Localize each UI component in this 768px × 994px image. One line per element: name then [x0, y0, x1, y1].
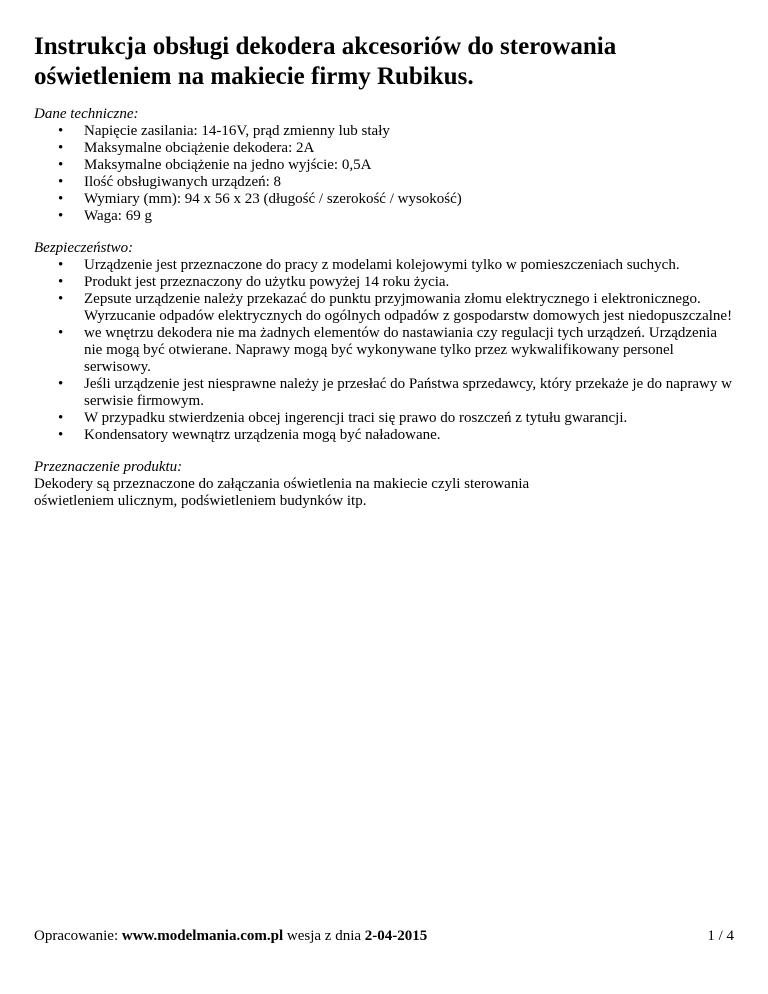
technical-heading: Dane techniczne: [34, 106, 139, 122]
footer-date: 2-04-2015 [364, 928, 428, 944]
list-item: • Kondensatory wewnątrz urządzenia mogą być naładowane. [58, 427, 441, 443]
bullet-icon: • [58, 410, 64, 426]
bullet-icon: • [58, 174, 64, 190]
bullet-icon: • [58, 376, 64, 392]
document-page [34, 32, 734, 510]
bullet-icon: • [58, 291, 64, 307]
bullet-icon: • [58, 427, 64, 443]
purpose-text [34, 476, 734, 510]
list-item: • Waga: 69 g [58, 208, 152, 224]
page-title [34, 32, 734, 92]
footer-website: www.modelmania.com.pl [121, 928, 284, 944]
list-item: • Urządzenie jest przeznaczone do pracy z modelami kolejowymi tylko w pomieszczeniach suchych. [58, 257, 680, 273]
footer-credits [34, 928, 427, 945]
safety-section [34, 240, 734, 444]
bullet-icon: • [58, 157, 64, 173]
purpose-section [34, 459, 734, 510]
list-item: • Wymiary (mm): 94 x 56 x 23 (długość / szerokość / wysokość) [58, 191, 462, 207]
page-footer [34, 928, 734, 945]
purpose-heading: Przeznaczenie produktu: [34, 459, 183, 475]
document-title [34, 32, 734, 92]
footer-prefix: Opracowanie: [34, 928, 119, 944]
page-number: 1 / 4 [707, 928, 734, 944]
list-item: • W przypadku stwierdzenia obcej ingerencji traci się prawo do roszczeń z tytułu gwarancji. [58, 410, 628, 426]
list-item: • Maksymalne obciążenie na jedno wyjście: 0,5A [58, 157, 372, 173]
footer-middle: wesja z dnia [286, 928, 362, 944]
purpose-line-2: oświetleniem ulicznym, podświetleniem budynków itp. [34, 493, 367, 509]
bullet-icon: • [58, 325, 64, 341]
list-item: • Produkt jest przeznaczony do użytku powyżej 14 roku życia. [58, 274, 450, 290]
bullet-icon: • [58, 140, 64, 156]
list-item: • we wnętrzu dekodera nie ma żadnych elementów do nastawiania czy regulacji tych urządzeń. Urządzenia nie mogą być otwierane. Naprawy mogą być wykonywane tylko przez wykwalifikowany personel serwisowy. [58, 325, 718, 375]
list-item: • Ilość obsługiwanych urządzeń: 8 [58, 174, 282, 190]
title-line-2: oświetleniem na makiecie firmy Rubikus. [34, 63, 474, 90]
purpose-line-1: Dekodery są przeznaczone do załączania oświetlenia na makiecie czyli sterowania [34, 476, 530, 492]
bullet-icon: • [58, 257, 64, 273]
bullet-icon: • [58, 208, 64, 224]
bullet-icon: • [58, 274, 64, 290]
bullet-icon: • [58, 191, 64, 207]
list-item: • Napięcie zasilania: 14-16V, prąd zmienny lub stały [58, 123, 390, 139]
technical-list [34, 123, 734, 225]
list-item: • Jeśli urządzenie jest niesprawne należy je przesłać do Państwa sprzedawcy, który przekaże je do naprawy w serwisie firmowym. [58, 376, 732, 409]
list-item: • Zepsute urządzenie należy przekazać do punktu przyjmowania złomu elektrycznego i elektronicznego. Wyrzucanie odpadów elektrycznych do ogólnych odpadów z gospodarstw domowych jest niedopuszczalne! [58, 291, 733, 324]
safety-list [34, 257, 734, 444]
title-line-1: Instrukcja obsługi dekodera akcesoriów do sterowania [34, 33, 617, 60]
safety-heading: Bezpieczeństwo: [34, 240, 134, 256]
technical-section [34, 106, 734, 225]
list-item: • Maksymalne obciążenie dekodera: 2A [58, 140, 315, 156]
bullet-icon: • [58, 123, 64, 139]
